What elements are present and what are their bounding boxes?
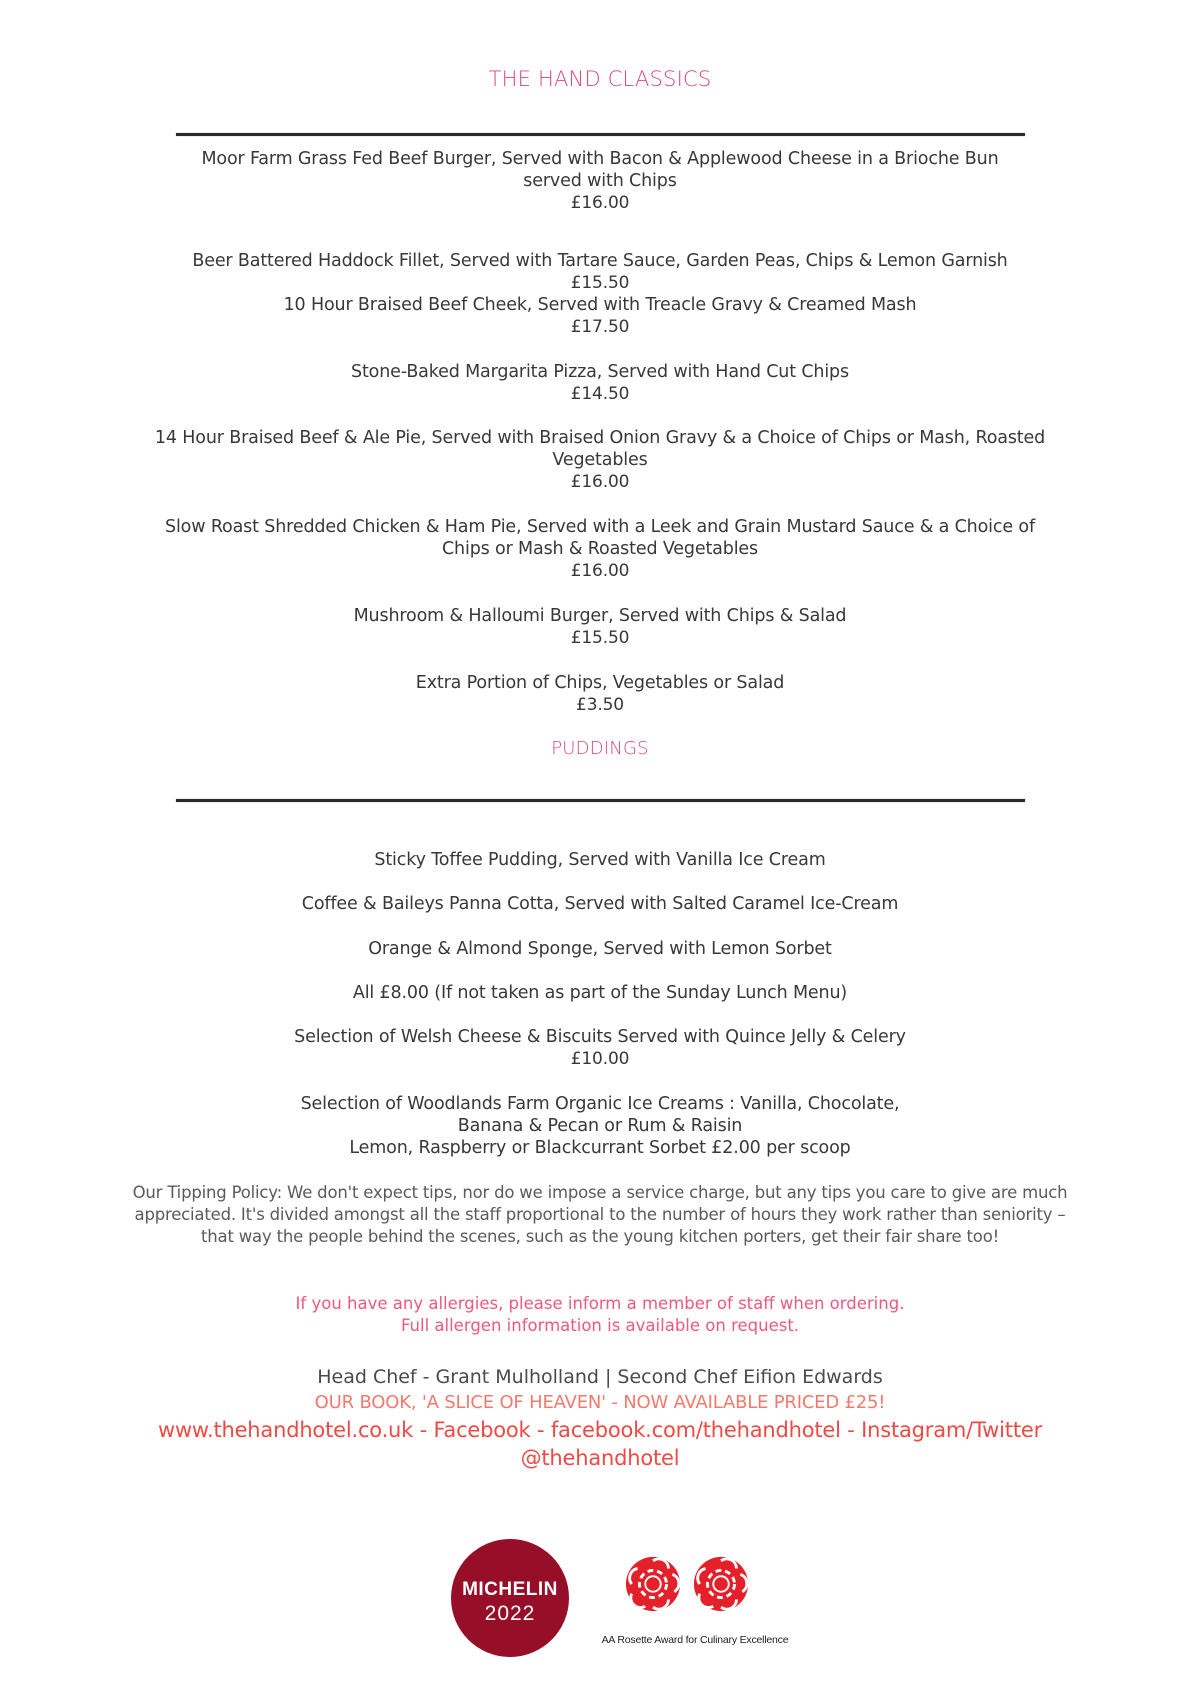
pudding-item-sticky-toffee: [0, 849, 1200, 871]
menu-item-beef-ale-pie: [0, 427, 1200, 493]
item-description: Beer Battered Haddock Fillet, Served with Tartare Sauce, Garden Peas, Chips & Lemon Garnish: [192, 251, 1008, 271]
pudding-item-orange-almond: [0, 938, 1200, 960]
item-description: 10 Hour Braised Beef Cheek, Served with Treacle Gravy & Creamed Mash: [283, 295, 917, 315]
tipping-policy: Our Tipping Policy: We don't expect tips, nor do we impose a service charge, but any tips you care to give are much appreciated. It's divided amongst all the staff proportional to the number of hours they work rather than seniority – that way the people behind the scenes, such as the young kitchen porters, get their fair share too!: [132, 1183, 1068, 1246]
item-description: Selection of Welsh Cheese & Biscuits Served with Quince Jelly & Celery: [294, 1027, 906, 1047]
item-description: Coffee & Baileys Panna Cotta, Served with Salted Caramel Ice-Cream: [301, 894, 899, 914]
item-price: £14.50: [570, 384, 630, 404]
menu-item-halloumi-burger: [0, 605, 1200, 649]
menu-item-beef-burger: [0, 148, 1200, 214]
item-description: Extra Portion of Chips, Vegetables or Salad: [415, 673, 785, 693]
aa-rosette-caption: AA Rosette Award for Culinary Excellence: [601, 1634, 789, 1646]
item-description: Selection of Woodlands Farm Organic Ice Creams : Vanilla, Chocolate,: [300, 1094, 900, 1114]
allergy-line: Full allergen information is available on request.: [400, 1316, 800, 1335]
item-price: £17.50: [570, 317, 630, 337]
divider-classics: [176, 133, 1025, 136]
allergy-line: If you have any allergies, please inform a member of staff when ordering.: [295, 1294, 905, 1313]
pudding-item-ice-creams: [0, 1093, 1200, 1159]
item-description: Mushroom & Halloumi Burger, Served with Chips & Salad: [353, 606, 847, 626]
item-description: Orange & Almond Sponge, Served with Lemon Sorbet: [368, 939, 832, 959]
divider-puddings: [176, 799, 1025, 802]
aa-rosette-icon: [692, 1555, 750, 1613]
website-link[interactable]: www.thehandhotel.co.uk - Facebook - facebook.com/thehandhotel - Instagram/Twitter: [157, 1418, 1043, 1442]
michelin-badge: [451, 1539, 569, 1657]
item-price: £10.00: [570, 1049, 630, 1069]
menu-item-chicken-ham-pie: [0, 516, 1200, 582]
item-description: Slow Roast Shredded Chicken & Ham Pie, Served with a Leek and Grain Mustard Sauce & a Choice of: [165, 517, 1035, 537]
item-price: £16.00: [570, 561, 630, 581]
item-description: All £8.00 (If not taken as part of the Sunday Lunch Menu): [352, 983, 848, 1003]
pudding-item-panna-cotta: [0, 893, 1200, 915]
item-price: £15.50: [570, 628, 630, 648]
pudding-price-note: [0, 982, 1200, 1004]
item-price: £16.00: [570, 472, 630, 492]
item-description: Lemon, Raspberry or Blackcurrant Sorbet £2.00 per scoop: [349, 1138, 851, 1158]
menu-item-pizza: [0, 361, 1200, 405]
item-description: Stone-Baked Margarita Pizza, Served with Hand Cut Chips: [351, 362, 849, 382]
item-price: £15.50: [570, 273, 630, 293]
book-promo: OUR BOOK, 'A SLICE OF HEAVEN' - NOW AVAILABLE PRICED £25!: [314, 1392, 886, 1413]
item-description: Chips or Mash & Roasted Vegetables: [441, 539, 759, 559]
item-price: £3.50: [576, 695, 624, 715]
menu-item-beef-cheek: [0, 294, 1200, 338]
item-description: Sticky Toffee Pudding, Served with Vanilla Ice Cream: [374, 850, 826, 870]
section-title-puddings: PUDDINGS: [551, 738, 649, 759]
menu-item-haddock: [0, 250, 1200, 294]
menu-item-extra-portion: [0, 672, 1200, 716]
allergy-notice: [0, 1293, 1200, 1337]
item-description: Vegetables: [552, 450, 648, 470]
section-title-classics: THE HAND CLASSICS: [488, 67, 712, 91]
item-description: served with Chips: [523, 171, 677, 191]
social-handle[interactable]: @thehandhotel: [520, 1446, 680, 1470]
chef-credits: Head Chef - Grant Mulholland | Second Chef Eifion Edwards: [317, 1366, 883, 1388]
pudding-item-welsh-cheese: [0, 1026, 1200, 1070]
item-description: 14 Hour Braised Beef & Ale Pie, Served with Braised Onion Gravy & a Choice of Chips or Mash, Roasted: [154, 428, 1046, 448]
item-description: Banana & Pecan or Rum & Raisin: [457, 1116, 743, 1136]
web-social-links: [0, 1416, 1200, 1472]
aa-rosette-icon: [624, 1555, 682, 1613]
michelin-year: 2022: [484, 1602, 536, 1625]
item-description: Moor Farm Grass Fed Beef Burger, Served with Bacon & Applewood Cheese in a Brioche Bun: [201, 149, 999, 169]
item-price: £16.00: [570, 193, 630, 213]
michelin-label: MICHELIN: [462, 1579, 558, 1600]
